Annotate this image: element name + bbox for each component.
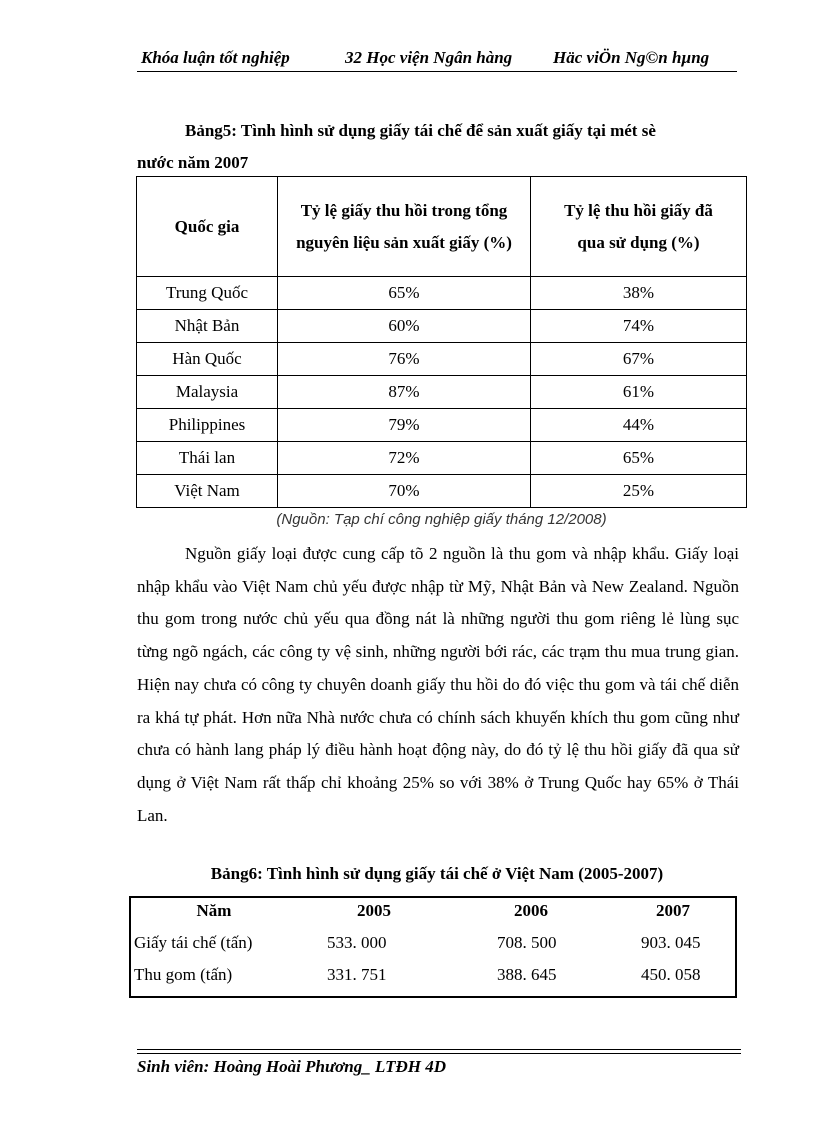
- header-thesis-label: Khóa luận tốt nghiệp: [141, 48, 290, 67]
- body-paragraph-text: Nguồn giấy loại được cung cấp tõ 2 nguồn là thu gom và nhập khẩu. Giấy loại nhập khẩu vào Việt Nam chủ yếu được nhập từ Mỹ, Nhật Bản và New Zealand. Nguồn thu gom trong nước chủ yếu qua đồng nát là những người thu gom riêng lẻ lùng sục từng ngõ ngách, các công ty vệ sinh, những người bới rác, các trạm thu mua trung gian. Hiện nay chưa có công ty chuyên doanh giấy thu hồi do đó việc thu gom và tái chế diễn ra khá tự phát. Hơn nữa Nhà nước chưa có chính sách khuyến khích thu gom cũng như chưa có hành lang pháp lý điều hành hoạt động này, do đó tỷ lệ thu hồi giấy đã qua sử dụng ở Việt Nam rất thấp chỉ khoảng 25% so với 38% ở Trung Quốc hay 65% ở Thái Lan.: [137, 544, 739, 825]
- table5-cell: 87%: [278, 376, 531, 409]
- table5-cell: 72%: [278, 442, 531, 475]
- table5-cell: 65%: [278, 277, 531, 310]
- table6-cell: 450. 058: [641, 965, 701, 984]
- table6-cell: 903. 045: [641, 933, 701, 952]
- table5-title-line2: nước năm 2007: [137, 153, 249, 172]
- table6-cell: 388. 645: [497, 965, 557, 984]
- table-row: [131, 933, 735, 963]
- table5-cell: 60%: [278, 310, 531, 343]
- table5-cell: 65%: [531, 442, 747, 475]
- table-row: [137, 277, 747, 310]
- table6-cell: Thu gom (tấn): [134, 965, 233, 984]
- table5-header-country: Quốc gia: [137, 177, 278, 277]
- table5-title-line1: Bảng5: Tình hình sử dụng giấy tái chế để sản xuất giấy tại mét sè: [185, 121, 656, 140]
- table5-cell: 25%: [531, 475, 747, 508]
- table5-source-note: (Nguồn: Tạp chí công nghiệp giấy tháng 12/2008): [276, 511, 607, 528]
- table5-cell: Hàn Quốc: [137, 343, 278, 376]
- table5-cell: Việt Nam: [137, 475, 278, 508]
- page-footer: Sinh viên: Hoàng Hoài Phương_ LTĐH 4D: [137, 1057, 446, 1076]
- table5-cell: 38%: [531, 277, 747, 310]
- table5-header-recovered-share: Tỷ lệ giấy thu hồi trong tổng nguyên liệu sản xuất giấy (%): [278, 177, 531, 277]
- body-paragraph: [137, 538, 739, 832]
- footer-divider-top: [137, 1049, 741, 1050]
- table5-cell: 67%: [531, 343, 747, 376]
- table6-cell: Giấy tái chế (tấn): [134, 933, 253, 952]
- table-row: [137, 475, 747, 508]
- header-institution-garbled: Häc viÖn Ng©n hµng: [553, 48, 710, 67]
- table5-cell: Nhật Bản: [137, 310, 278, 343]
- table5-cell: Philippines: [137, 409, 278, 442]
- table5-title: [137, 115, 737, 179]
- table6-header-2007: 2007: [656, 901, 690, 920]
- table-row: [131, 965, 735, 995]
- table5-cell: 44%: [531, 409, 747, 442]
- table-row: [137, 442, 747, 475]
- table-row: [137, 409, 747, 442]
- table-row: [137, 376, 747, 409]
- table5-cell: 79%: [278, 409, 531, 442]
- table6-header-2005: 2005: [357, 901, 391, 920]
- table5-cell: 76%: [278, 343, 531, 376]
- table-row: [137, 310, 747, 343]
- table6: [129, 896, 737, 998]
- table5-cell: Malaysia: [137, 376, 278, 409]
- header-divider: [137, 71, 737, 72]
- table5-cell: Trung Quốc: [137, 277, 278, 310]
- table6-header-2006: 2006: [514, 901, 548, 920]
- table5-cell: 74%: [531, 310, 747, 343]
- table5-cell: 70%: [278, 475, 531, 508]
- table5: [136, 176, 747, 508]
- table5-cell: 61%: [531, 376, 747, 409]
- header-page-institution: 32 Học viện Ngân hàng: [345, 48, 513, 67]
- page-header: [137, 48, 737, 72]
- table5-cell: Thái lan: [137, 442, 278, 475]
- table6-header-year: Năm: [196, 901, 232, 920]
- table5-header-recovery-rate: Tỷ lệ thu hồi giấy đã qua sử dụng (%): [531, 177, 747, 277]
- table6-cell: 708. 500: [497, 933, 557, 952]
- table6-cell: 533. 000: [327, 933, 387, 952]
- table5-header-row: [137, 177, 747, 277]
- table6-title: Bảng6: Tình hình sử dụng giấy tái chế ở Việt Nam (2005-2007): [210, 864, 664, 883]
- footer-divider-bottom: [137, 1053, 741, 1054]
- table-row: [137, 343, 747, 376]
- table6-cell: 331. 751: [327, 965, 387, 984]
- table6-header-row: [131, 901, 735, 931]
